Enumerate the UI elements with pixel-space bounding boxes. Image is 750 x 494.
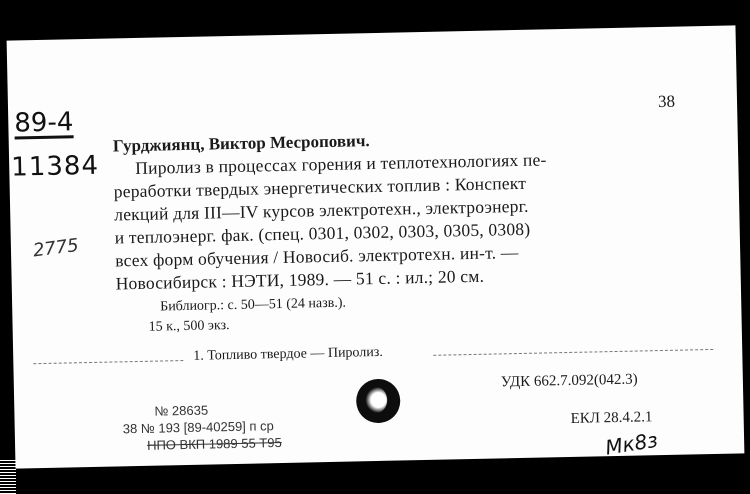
body-line: Пиролиз в процессах горения и теплотехнологиях пе- — [135, 149, 547, 179]
body-line: лекций для III—IV курсов электротехн., электроэнерг. — [114, 195, 529, 225]
film-edge-strip — [0, 460, 16, 494]
copies-note: 15 к., 500 экз. — [148, 318, 230, 335]
udk-index: УДК 662.7.092(042.3) — [500, 371, 638, 391]
body-line: всех форм обучения / Новосиб. электротехн. ин-т. — — [115, 242, 519, 271]
ekl-index: ЕКЛ 28.4.2.1 — [570, 409, 653, 427]
catalog-card — [7, 25, 745, 468]
handwritten-inventory-number: 11384 — [10, 150, 100, 183]
round-seal-icon — [356, 379, 401, 424]
bibliography-note: Библиогр.: с. 50—51 (24 назв.). — [160, 295, 347, 315]
body-line: реработки твердых энергетических топлив : Конспект — [113, 172, 527, 202]
author-heading: Гурджиянц, Виктор Месропович. — [112, 131, 370, 156]
accession-stamp-line: 38 № 193 [89-40259] п ср — [122, 418, 274, 437]
accession-stamp-line: НПО ВКП 1989 55 Т95 — [146, 435, 282, 453]
handwritten-side-note: 2775 — [31, 234, 80, 262]
subject-heading: 1. Топливо твердое — Пиролиз. — [193, 344, 383, 364]
body-line: Новосибирск : НЭТИ, 1989. — 51 с. : ил.; 20 см. — [115, 265, 485, 294]
body-line: и теплоэнерг. фак. (спец. 0301, 0302, 0303, 0305, 0308) — [114, 218, 531, 248]
handwritten-shelf-mark: 89-4 — [14, 107, 74, 139]
accession-stamp-line: № 28635 — [154, 402, 209, 419]
page-number: 38 — [657, 91, 676, 112]
divider-line — [33, 360, 183, 364]
handwritten-signature: Мк8з — [603, 427, 660, 460]
divider-line — [433, 349, 713, 356]
